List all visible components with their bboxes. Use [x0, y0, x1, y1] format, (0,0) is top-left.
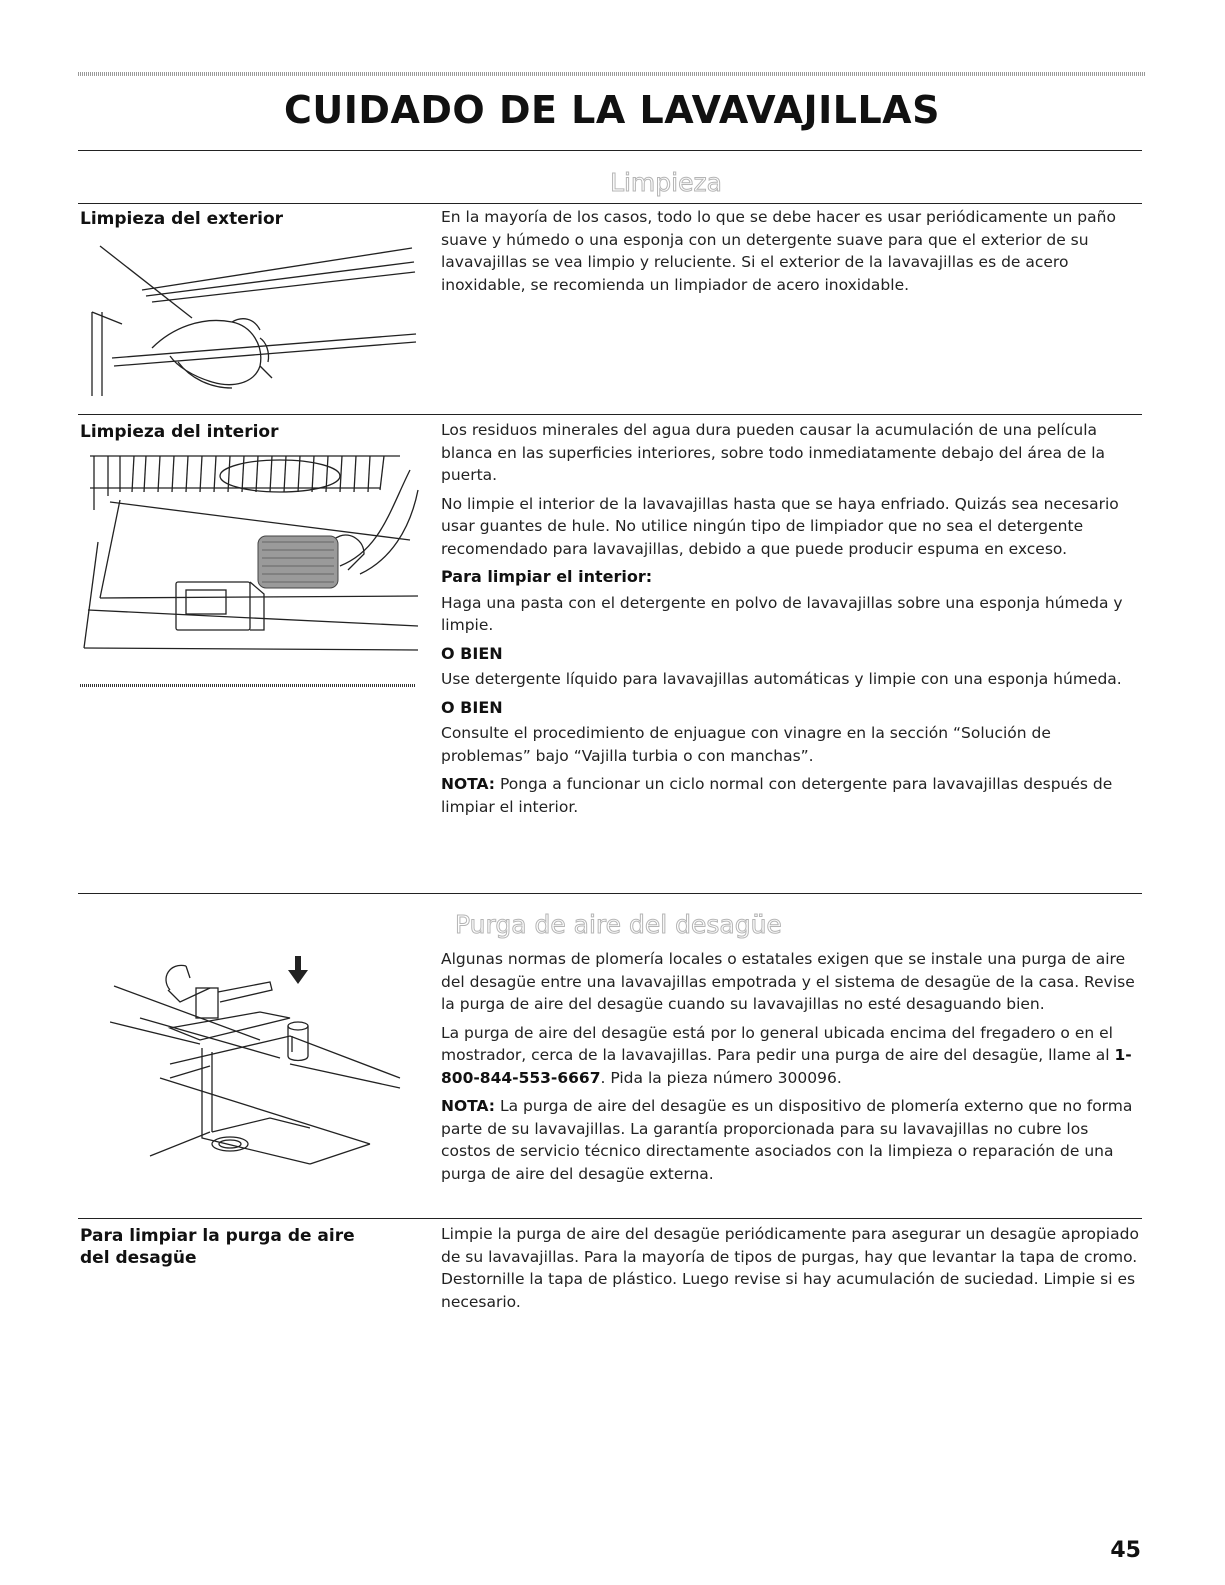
or-label: O BIEN [441, 643, 503, 663]
row-rule-limpiar-purga [78, 1218, 1142, 1219]
paragraph: Use detergente líquido para lavavajillas automáticas y limpie con una esponja húmeda. [441, 670, 1122, 688]
label-limpieza-exterior: Limpieza del exterior [80, 209, 284, 229]
page-title: CUIDADO DE LA LAVAVAJILLAS [284, 88, 940, 132]
top-dotted-rule [78, 72, 1146, 76]
subheading-para-limpiar: Para limpiar el interior: [441, 567, 653, 586]
paragraph: Los residuos minerales del agua dura pueden causar la acumulación de una película blanca en las superficies interiores, sobre todo inmediatamente debajo del área de la puerta. [441, 421, 1106, 484]
interior-cleaning-illustration [80, 450, 420, 660]
label-limpiar-purga: Para limpiar la purga de aire del desagüe [80, 1226, 355, 1268]
paragraph: Consulte el procedimiento de enjuague con vinagre en la sección “Solución de problemas” bajo “Vajilla turbia o con manchas”. [441, 724, 1051, 765]
note-label: NOTA: [441, 775, 496, 793]
text-purga [441, 948, 1141, 1191]
paragraph: En la mayoría de los casos, todo lo que se debe hacer es usar periódicamente un paño suave y húmedo o una esponja con un detergente suave para que el exterior de su lavavajillas se vea limpio y reluciente. Si el exterior de la lavavajillas es de acero inoxidable, se recomienda un limpiador de acero inoxidable. [441, 208, 1116, 294]
text-limpiar-purga [441, 1223, 1141, 1319]
title-rule [78, 150, 1142, 151]
paragraph-start: La purga de aire del desagüe está por lo general ubicada encima del fregadero o en el mostrador, cerca de la lavavajillas. Para pedir una purga de aire del desagüe, llame al [441, 1023, 1115, 1064]
phone-number: 1-800-844-553-6667 [441, 1046, 1132, 1087]
exterior-cleaning-illustration [82, 238, 422, 398]
note-text: La purga de aire del desagüe es un dispositivo de plomería externo que no forma parte de su lavavajillas. La garantía proporcionada para su lavavajillas no cubre los costos de servicio técnico directamente asociados con la limpieza o reparación de una purga de aire del desagüe externa. [441, 1097, 1133, 1183]
row-rule-interior [78, 414, 1142, 415]
note-paragraph [441, 1095, 1141, 1185]
section-rule-limpieza [78, 203, 1142, 204]
drain-air-gap-illustration [110, 948, 410, 1178]
or-label: O BIEN [441, 697, 503, 717]
paragraph: Haga una pasta con el detergente en polvo de lavavajillas sobre una esponja húmeda y limpie. [441, 593, 1123, 634]
section-heading-purga: Purga de aire del desagüe [455, 910, 782, 939]
page-number: 45 [1110, 1538, 1141, 1563]
section-heading-limpieza: Limpieza [610, 168, 722, 197]
paragraph: No limpie el interior de la lavavajillas hasta que se haya enfriado. Quizás sea necesario usar guantes de hule. No utilice ningún tipo de limpiador que no sea el detergente recomendado para lavavajillas, debido a que puede producir espuma en exceso. [441, 494, 1119, 558]
paragraph: Limpie la purga de aire del desagüe periódicamente para asegurar un desagüe apropiado de su lavavajillas. Para la mayoría de tipos de purgas, hay que levantar la tapa de cromo. Destornille la tapa de plástico. Luego revise si hay acumulación de suciedad. Limpie si es necesario. [441, 1225, 1139, 1311]
note-label: NOTA: [441, 1097, 496, 1115]
text-limpieza-exterior [441, 206, 1141, 302]
label-limpieza-interior: Limpieza del interior [80, 422, 279, 442]
paragraph-phone [441, 1022, 1141, 1090]
illustration-underline [80, 684, 416, 687]
paragraph-end: . Pida la pieza número 300096. [600, 1068, 842, 1087]
paragraph: Algunas normas de plomería locales o estatales exigen que se instale una purga de aire del desagüe entre una lavavajillas empotrada y el sistema de desagüe de la casa. Revise la purga de aire del desagüe cuando su lavavajillas no esté desaguando bien. [441, 950, 1135, 1013]
section-rule-purga [78, 893, 1142, 894]
note-paragraph [441, 773, 1141, 818]
note-text: Ponga a funcionar un ciclo normal con detergente para lavavajillas después de limpiar el interior. [441, 775, 1113, 816]
text-limpieza-interior [441, 419, 1141, 824]
